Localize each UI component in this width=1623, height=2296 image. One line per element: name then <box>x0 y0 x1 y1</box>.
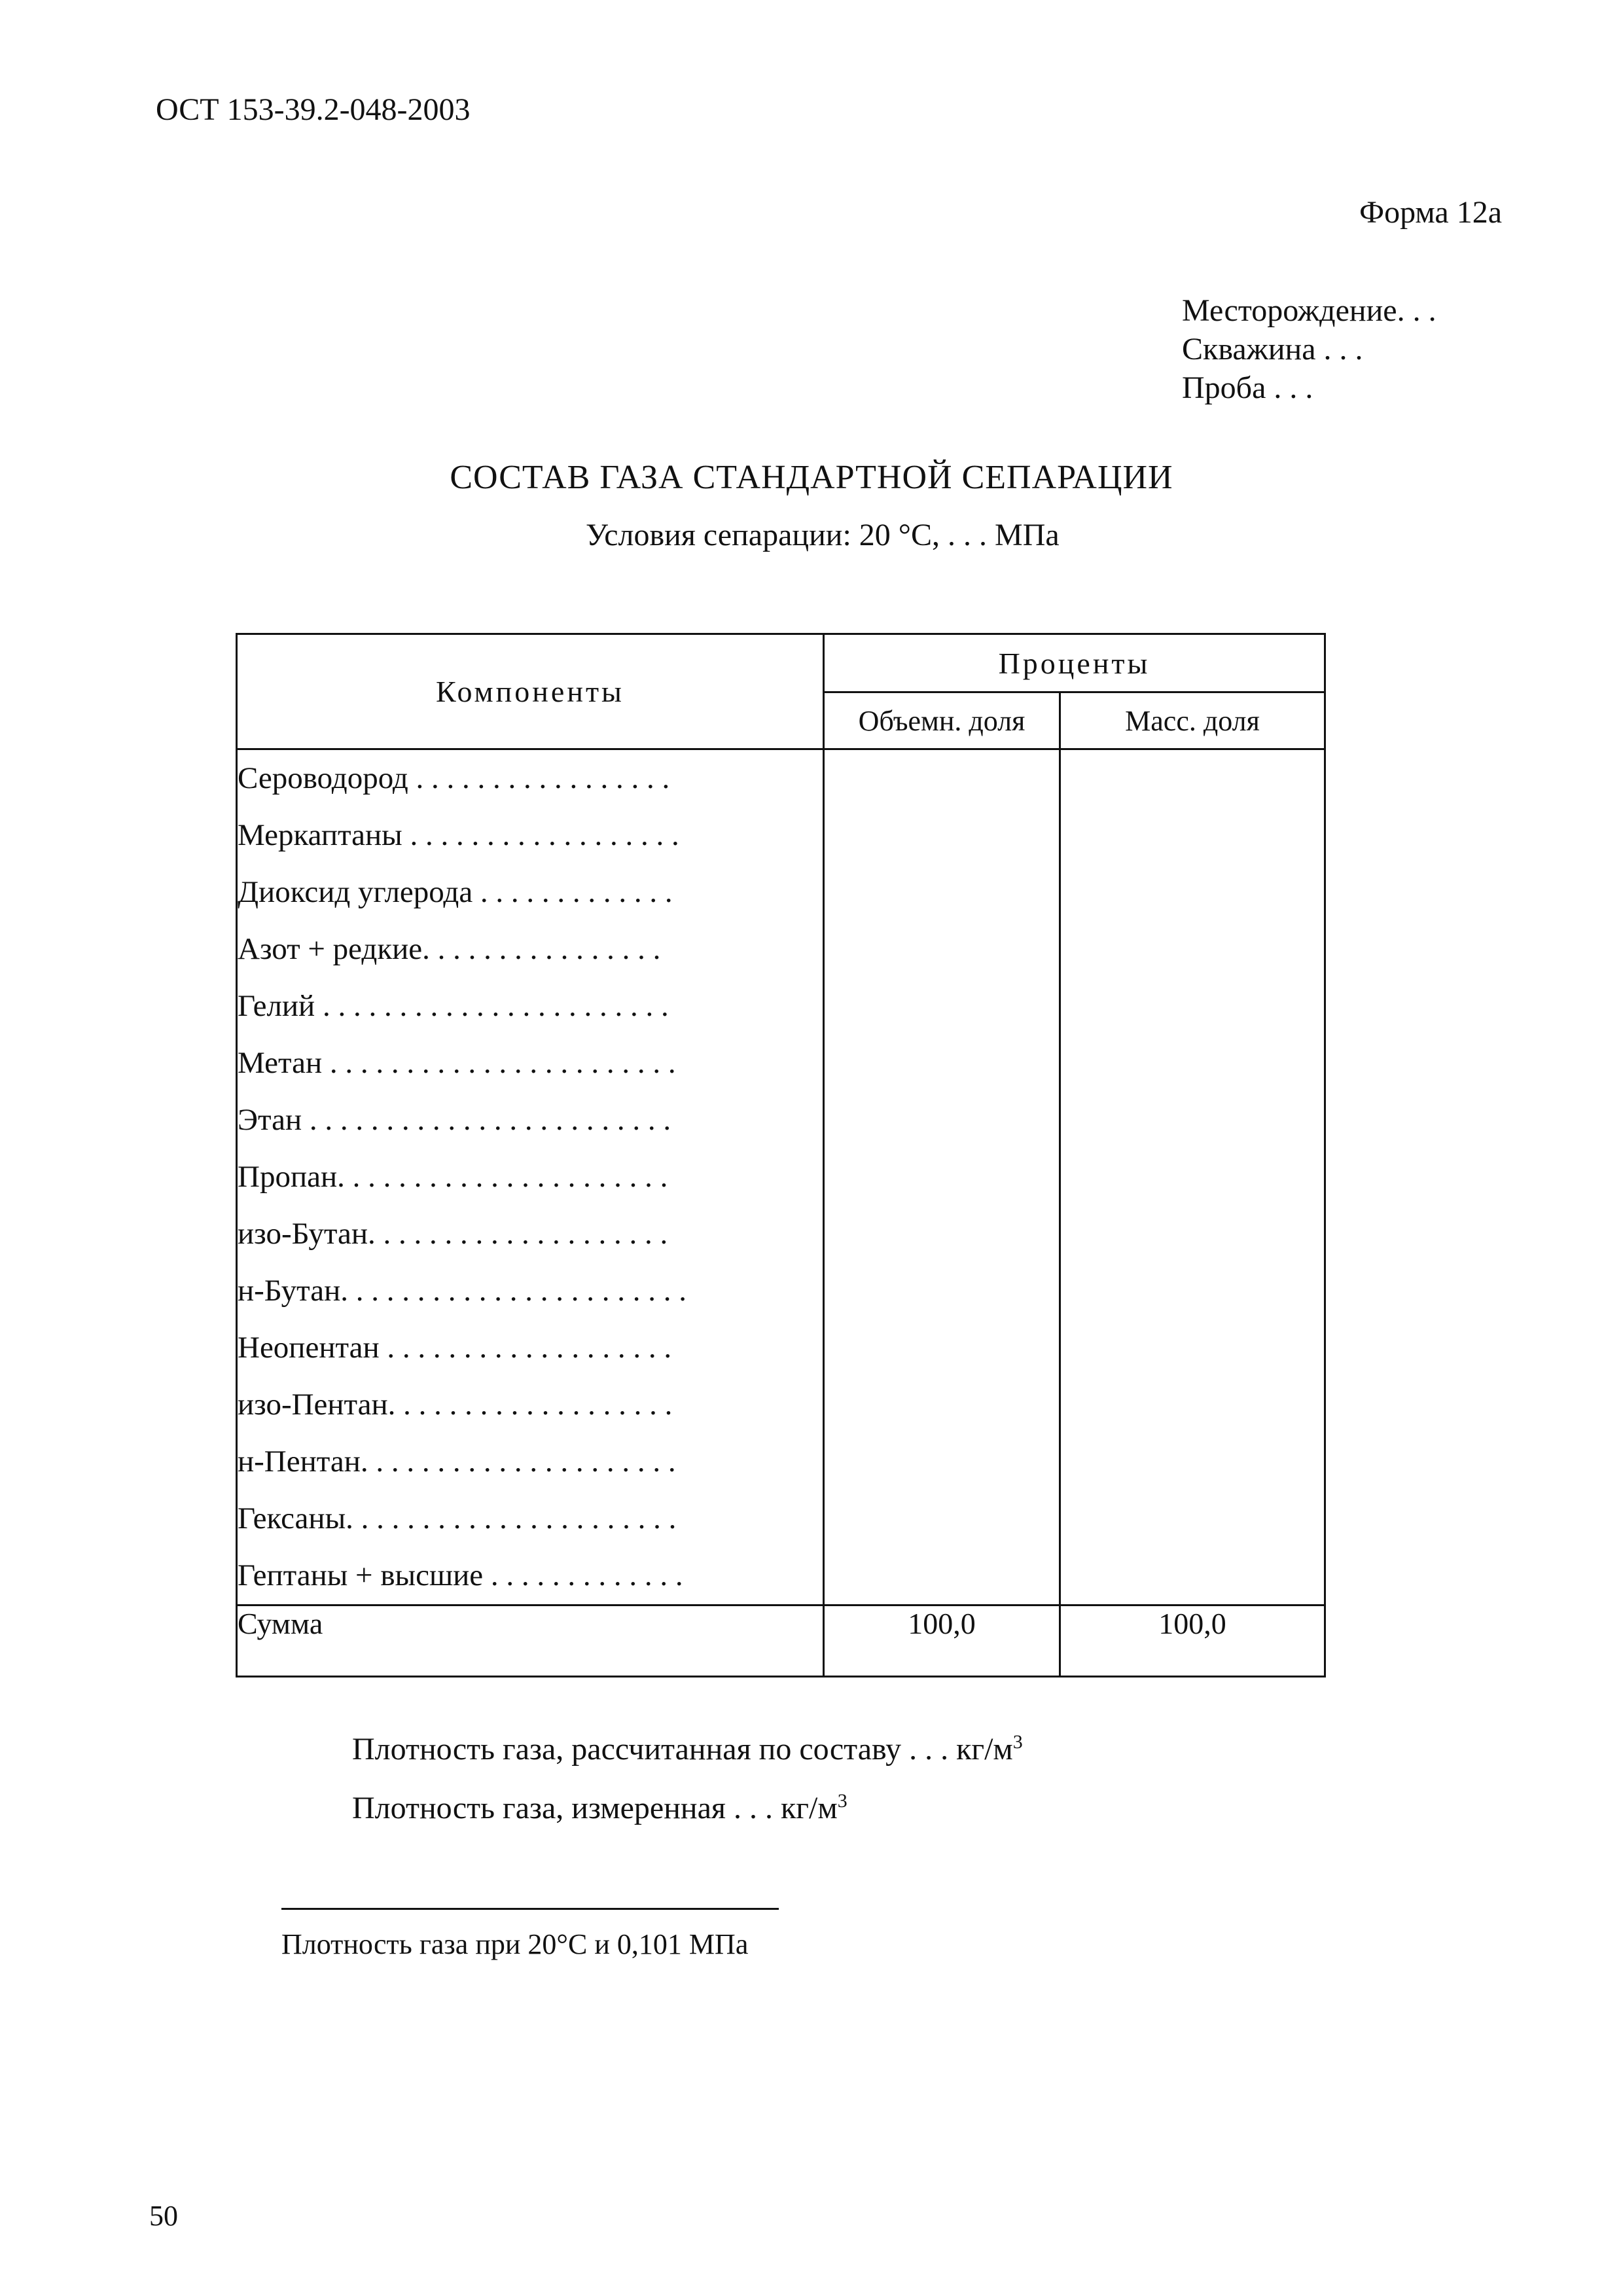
mass-fraction-cells <box>1060 749 1325 1605</box>
component-row: Гексаны. . . . . . . . . . . . . . . . . . . . . . <box>238 1501 677 1535</box>
component-row: Метан . . . . . . . . . . . . . . . . . . . . . . . <box>238 1046 676 1080</box>
sample-label: Проба . . . <box>1182 370 1313 405</box>
component-list <box>237 749 824 1605</box>
well-label: Скважина . . . <box>1182 332 1363 367</box>
page-number: 50 <box>149 2200 178 2232</box>
components-header: Компоненты <box>237 634 824 749</box>
component-row: Неопентан . . . . . . . . . . . . . . . . . . . <box>238 1331 672 1365</box>
mass-fraction-header: Масс. доля <box>1060 692 1325 749</box>
form-number: Форма 12а <box>1359 195 1502 230</box>
component-row: Сероводород . . . . . . . . . . . . . . . . . <box>238 761 670 795</box>
component-row: изо-Пентан. . . . . . . . . . . . . . . . . . . <box>238 1388 673 1422</box>
percent-header: Проценты <box>824 634 1325 692</box>
unit-power: 3 <box>1012 1731 1023 1753</box>
component-row: н-Пентан. . . . . . . . . . . . . . . . . . . . . <box>238 1444 676 1479</box>
field-label: Месторождение. . . <box>1182 293 1436 328</box>
footnote: Плотность газа при 20°С и 0,101 МПа <box>281 1928 749 1960</box>
component-row: Пропан. . . . . . . . . . . . . . . . . . . . . . <box>238 1160 668 1194</box>
calculated-density-text: Плотность газа, рассчитанная по составу . . . кг/м <box>352 1732 1013 1767</box>
page-title: СОСТАВ ГАЗА СТАНДАРТНОЙ СЕПАРАЦИИ <box>450 459 1173 496</box>
footnote-divider <box>281 1908 779 1910</box>
sum-mass: 100,0 <box>1060 1605 1325 1677</box>
component-row: изо-Бутан. . . . . . . . . . . . . . . . . . . . <box>238 1217 668 1251</box>
measured-density <box>352 1790 847 1826</box>
composition-table <box>236 633 1326 1677</box>
measured-density-text: Плотность газа, измеренная . . . кг/м <box>352 1791 838 1825</box>
component-row: Меркаптаны . . . . . . . . . . . . . . . . . . <box>238 818 679 852</box>
component-row: Этан . . . . . . . . . . . . . . . . . . . . . . . . <box>238 1103 671 1137</box>
component-row: Азот + редкие. . . . . . . . . . . . . . . . <box>238 932 661 966</box>
calculated-density <box>352 1731 1023 1767</box>
document-code: ОСТ 153-39.2-048-2003 <box>156 92 471 127</box>
component-row: н-Бутан. . . . . . . . . . . . . . . . . . . . . . . <box>238 1274 687 1308</box>
component-row: Гелий . . . . . . . . . . . . . . . . . . . . . . . <box>238 989 669 1023</box>
separation-conditions: Условия сепарации: 20 °С, . . . МПа <box>586 518 1060 552</box>
component-row: Гептаны + высшие . . . . . . . . . . . . . <box>238 1558 683 1592</box>
component-row: Диоксид углерода . . . . . . . . . . . . . <box>238 875 673 909</box>
unit-power: 3 <box>837 1790 847 1812</box>
volume-fraction-header: Объемн. доля <box>824 692 1060 749</box>
sample-meta <box>1182 291 1436 407</box>
sum-label: Сумма <box>237 1605 824 1677</box>
volume-fraction-cells <box>824 749 1060 1605</box>
sum-volume: 100,0 <box>824 1605 1060 1677</box>
